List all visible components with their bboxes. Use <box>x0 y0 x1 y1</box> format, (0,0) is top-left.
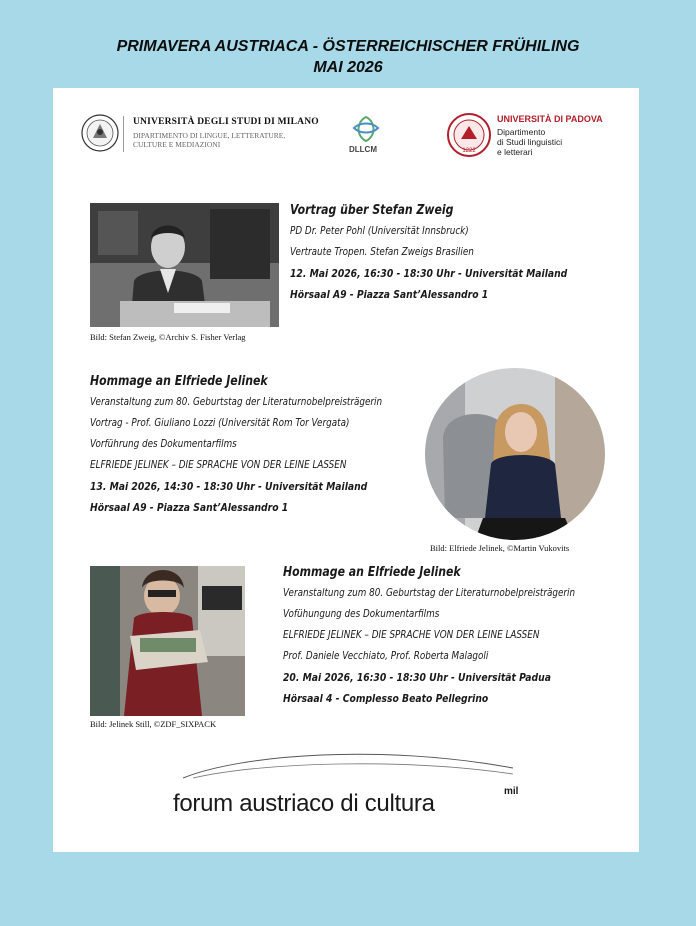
unipd-department <box>497 127 562 157</box>
unimi-name: UNIVERSITÀ DEGLI STUDI DI MILANO <box>133 117 319 127</box>
unipd-seal-icon <box>446 112 492 158</box>
event-date: 20. Mai 2026, 16:30 - 18:30 Uhr - Universität Padua <box>283 671 551 684</box>
header-title: PRIMAVERA AUSTRIACA - ÖSTERREICHISCHER FRÜHILING <box>116 38 580 55</box>
unipd-dept-line: Dipartimento <box>497 127 546 137</box>
unipd-year: 1222 <box>462 148 476 154</box>
event-line: PD Dr. Peter Pohl (Universität Innsbruck) <box>290 225 469 237</box>
forum-sup: mil <box>504 786 519 797</box>
elfriede-jelinek-image <box>425 368 605 540</box>
unipd-logo <box>446 112 616 160</box>
unimi-dept-line: CULTURE E MEDIAZIONI <box>133 140 221 149</box>
logo-divider <box>123 116 124 152</box>
event-title: Vortrag über Stefan Zweig <box>290 203 454 218</box>
event-date: 12. Mai 2026, 16:30 - 18:30 Uhr - Universität Mailand <box>290 267 568 280</box>
event-place: Hörsaal 4 - Complesso Beato Pellegrino <box>283 692 489 705</box>
jelinek-still-image <box>90 566 245 716</box>
event-line: Prof. Daniele Vecchiato, Prof. Roberta Malagoli <box>283 650 489 662</box>
page-header <box>0 36 696 78</box>
poster-card <box>53 88 639 852</box>
event-title: Hommage an Elfriede Jelinek <box>90 374 268 389</box>
dllcm-logo <box>346 114 386 156</box>
event-line: Vertraute Tropen. Stefan Zweigs Brasilien <box>290 246 474 258</box>
event-line: Vortrag - Prof. Giuliano Lozzi (Universität Rom Tor Vergata) <box>90 417 350 429</box>
event-zweig <box>290 200 620 305</box>
event-line: Vofühungung des Dokumentarfilms <box>283 608 440 620</box>
unipd-name: UNIVERSITÀ DI PADOVA <box>497 114 603 124</box>
unipd-dept-line: e letterari <box>497 147 533 157</box>
unipd-dept-line: di Studi linguistici <box>497 137 563 147</box>
event-place: Hörsaal A9 - Piazza Sant’Alessandro 1 <box>90 501 289 514</box>
event-line: ELFRIEDE JELINEK – DIE SPRACHE VON DER LEINE LASSEN <box>283 629 540 641</box>
forum-text: forum austriaco di cultura <box>173 790 435 817</box>
event-jelinek-padua <box>283 562 631 709</box>
event-line: Veranstaltung zum 80. Geburtstag der Literaturnobelpreisträgerin <box>90 396 383 408</box>
event-place: Hörsaal A9 - Piazza Sant’Alessandro 1 <box>290 288 489 301</box>
dllcm-label: DLLCM <box>349 145 377 154</box>
event-date: 13. Mai 2026, 14:30 - 18:30 Uhr - Universität Mailand <box>90 480 368 493</box>
forum-arc-icon <box>183 750 523 780</box>
header-subtitle: MAI 2026 <box>313 59 383 76</box>
jelinek-still-photo <box>90 566 245 716</box>
event-jelinek-milan <box>90 371 438 518</box>
event-line: Veranstaltung zum 80. Geburtstag der Literaturnobelpreisträgerin <box>283 587 576 599</box>
elfriede-jelinek-photo <box>425 368 605 540</box>
stefan-zweig-image <box>90 203 279 327</box>
forum-logo <box>173 780 593 830</box>
unimi-dept-line: DIPARTIMENTO DI LINGUE, LETTERATURE, <box>133 131 286 140</box>
stefan-zweig-photo <box>90 203 279 327</box>
event-line: Vorführung des Dokumentarfilms <box>90 438 237 450</box>
photo-caption: Bild: Stefan Zweig, ©Archiv S. Fisher Verlag <box>90 332 246 342</box>
unimi-logo <box>81 114 321 154</box>
photo-caption: Bild: Jelinek Still, ©ZDF_SIXPACK <box>90 719 217 729</box>
dllcm-emblem-icon <box>346 114 386 144</box>
photo-caption: Bild: Elfriede Jelinek, ©Martin Vukovits <box>430 543 570 553</box>
logo-bar <box>53 88 639 178</box>
unimi-department <box>133 131 285 149</box>
event-title: Hommage an Elfriede Jelinek <box>283 565 461 580</box>
event-line: ELFRIEDE JELINEK – DIE SPRACHE VON DER LEINE LASSEN <box>90 459 347 471</box>
unimi-seal-icon <box>81 114 119 152</box>
